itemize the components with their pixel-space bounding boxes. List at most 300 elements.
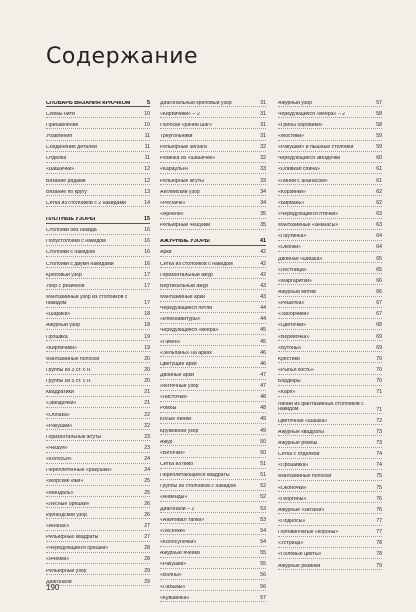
toc-entry[interactable] — [278, 297, 382, 308]
toc-entry-page: 58 — [376, 110, 382, 117]
page-title: Содержание — [46, 44, 199, 69]
toc-entry[interactable] — [160, 118, 266, 129]
toc-entry[interactable] — [46, 363, 150, 374]
toc-entry[interactable] — [160, 357, 266, 368]
toc-entry[interactable] — [278, 207, 382, 218]
toc-entry[interactable] — [278, 436, 382, 447]
toc-entry[interactable] — [46, 352, 150, 363]
toc-entry[interactable] — [46, 386, 150, 397]
toc-entry-title: Прибавление — [46, 122, 79, 128]
toc-entry-title: «Рыбья кость» — [278, 367, 314, 373]
toc-entry[interactable] — [278, 219, 382, 230]
toc-entry-title: Рельефные чешуйки — [160, 223, 211, 229]
toc-entry-page: 45 — [260, 338, 266, 345]
toc-entry-title: Косые линии — [160, 417, 192, 423]
toc-entry-page: 32 — [260, 155, 266, 162]
toc-entry[interactable] — [278, 397, 382, 414]
toc-entry-page: 22 — [144, 422, 150, 429]
toc-entry-page: 16 — [144, 260, 150, 267]
toc-entry[interactable] — [46, 553, 150, 564]
toc-entry[interactable] — [160, 268, 266, 279]
toc-section-heading[interactable] — [160, 235, 266, 246]
toc-entry-title: «Маргаритки» — [278, 278, 312, 284]
toc-entry[interactable] — [278, 185, 382, 196]
toc-entry-title: «Грибы боровики» — [278, 122, 323, 128]
toc-entry[interactable] — [46, 152, 150, 163]
toc-entry-title: «Миндаль» — [46, 490, 74, 496]
toc-entry[interactable] — [160, 480, 266, 491]
toc-entry[interactable] — [46, 279, 150, 290]
toc-entry[interactable] — [46, 341, 150, 352]
toc-entry-page: 21 — [144, 400, 150, 407]
toc-entry-page: 31 — [260, 110, 266, 117]
toc-entry-page: 70 — [376, 355, 382, 362]
toc-entry-page: 23 — [144, 433, 150, 440]
toc-entry[interactable] — [278, 448, 382, 459]
toc-entry[interactable] — [160, 324, 266, 335]
toc-entry[interactable] — [160, 391, 266, 402]
toc-entry-title: «Звездочки» — [46, 401, 77, 407]
toc-entry[interactable] — [160, 524, 266, 535]
toc-entry-title: Ажурный узор — [46, 323, 81, 329]
toc-entry[interactable] — [46, 290, 150, 307]
toc-entry-title: Чередующиеся звездочки — [278, 156, 341, 162]
toc-entry-title: «Лесенки» — [160, 528, 186, 534]
toc-entry-page: 11 — [144, 155, 150, 162]
toc-entry-title: Двойные арки — [160, 372, 194, 378]
toc-entry[interactable] — [278, 352, 382, 363]
toc-entry-title: «Ажитивал тапки» — [160, 517, 205, 523]
toc-entry[interactable] — [278, 241, 382, 252]
toc-entry[interactable] — [160, 458, 266, 469]
toc-entry[interactable] — [278, 196, 382, 207]
toc-entry[interactable] — [160, 591, 266, 602]
toc-entry[interactable] — [46, 453, 150, 464]
toc-entry-title: Горизонтальные жгуты — [46, 434, 102, 440]
toc-entry-title: «Лестница» — [278, 267, 307, 273]
toc-entry-page: 76 — [376, 506, 382, 513]
toc-entry-page: 55 — [260, 550, 266, 557]
toc-entry-page: 74 — [376, 451, 382, 458]
toc-entry[interactable] — [160, 402, 266, 413]
toc-entry[interactable] — [278, 341, 382, 352]
toc-entry-title: «Облака» — [46, 412, 70, 418]
toc-entry[interactable] — [46, 185, 150, 196]
toc-entry-page: 53 — [260, 505, 266, 512]
toc-entry[interactable] — [278, 274, 382, 285]
toc-entry-title: Ажур — [160, 439, 173, 445]
toc-entry[interactable] — [278, 152, 382, 163]
toc-entry-title: СЛОВАРЬ ВЯЗАНИЯ КРЮЧКОМ — [46, 100, 131, 106]
toc-entry-page: 34 — [260, 199, 266, 206]
toc-entry[interactable] — [278, 363, 382, 374]
toc-entry[interactable] — [160, 502, 266, 513]
toc-entry[interactable] — [160, 435, 266, 446]
toc-entry[interactable] — [160, 424, 266, 435]
toc-entry-page: 70 — [376, 366, 382, 373]
page-number: 190 — [46, 583, 60, 592]
toc-entry-title: Бордюры — [278, 379, 301, 385]
toc-entry[interactable] — [46, 107, 150, 118]
toc-entry-title: Половинчатые «короны» — [278, 530, 339, 536]
toc-entry[interactable] — [160, 107, 266, 118]
toc-entry-page: 73 — [376, 428, 382, 435]
toc-entry-page: 21 — [144, 389, 150, 396]
toc-entry-title: Чередующиеся петли — [160, 306, 213, 312]
toc-entry-title: «Анвенды» — [160, 495, 188, 501]
toc-entry-page: 12 — [144, 177, 150, 184]
toc-entry[interactable] — [160, 380, 266, 391]
toc-entry[interactable] — [46, 246, 150, 257]
toc-entry[interactable] — [278, 548, 382, 559]
toc-entry[interactable] — [278, 492, 382, 503]
toc-entry-page: 71 — [376, 389, 382, 396]
toc-entry-page: 57 — [376, 99, 382, 106]
toc-entry[interactable] — [160, 302, 266, 313]
toc-entry[interactable] — [278, 425, 382, 436]
toc-entry-title: Сетка из столбиков с 2 накидами — [46, 200, 126, 206]
toc-entry[interactable] — [278, 375, 382, 386]
toc-entry-page: 46 — [260, 360, 266, 367]
toc-entry[interactable] — [46, 475, 150, 486]
toc-entry-page: 28 — [144, 556, 150, 563]
toc-entry[interactable] — [160, 219, 266, 230]
toc-entry-page: 23 — [144, 445, 150, 452]
toc-entry-title: «Подносы» — [278, 519, 306, 524]
toc-entry[interactable] — [46, 118, 150, 129]
toc-entry[interactable] — [278, 330, 382, 341]
toc-entry[interactable] — [160, 368, 266, 379]
toc-entry-title: Соединение деталей — [46, 145, 97, 151]
toc-entry[interactable] — [278, 308, 382, 319]
toc-entry-page: 16 — [144, 227, 150, 234]
toc-entry[interactable] — [46, 224, 150, 235]
toc-entry[interactable] — [278, 319, 382, 330]
toc-entry-title: «Колосья» — [46, 457, 72, 463]
toc-entry[interactable] — [278, 118, 382, 129]
toc-entry[interactable] — [278, 386, 382, 397]
toc-entry[interactable] — [160, 491, 266, 502]
toc-entry[interactable] — [46, 531, 150, 542]
toc-entry-page: 20 — [144, 367, 150, 374]
toc-entry-page: 56 — [260, 583, 266, 590]
toc-entry-title: Крестики — [278, 356, 300, 362]
toc-entry[interactable] — [160, 313, 266, 324]
toc-entry-page: 42 — [260, 249, 266, 256]
toc-entry-title: «Караульн» — [160, 167, 189, 173]
toc-entry-title: Вертикальный ажур — [160, 283, 209, 289]
toc-entry[interactable] — [160, 152, 266, 163]
toc-entry-page: 47 — [260, 383, 266, 390]
toc-entry-title: «Полевые цветы» — [278, 552, 322, 558]
toc-entry-page: 14 — [144, 199, 150, 206]
toc-entry[interactable] — [160, 535, 266, 546]
toc-entry[interactable] — [46, 129, 150, 140]
toc-entry-page: 69 — [376, 344, 382, 351]
toc-entry-title: «Оконки» — [278, 245, 302, 251]
toc-entry[interactable] — [46, 196, 150, 207]
toc-entry-page: 63 — [376, 222, 382, 229]
toc-entry-title: Переплетенные «ракушки» — [46, 468, 112, 474]
toc-entry[interactable] — [160, 196, 266, 207]
toc-section-heading[interactable] — [46, 212, 150, 223]
toc-entry-page: 79 — [376, 562, 382, 569]
toc-entry-title: «Арнели» — [160, 211, 184, 217]
toc-entry[interactable] — [46, 486, 150, 497]
toc-entry[interactable] — [160, 446, 266, 457]
toc-entry-page: 17 — [144, 271, 150, 278]
toc-entry-title: Рельефные зигзаги — [160, 145, 207, 151]
toc-entry-page: 27 — [144, 534, 150, 541]
toc-entry[interactable] — [160, 547, 266, 558]
toc-entry-title: «Устрица» — [278, 541, 304, 547]
toc-entry-page: 64 — [376, 244, 382, 251]
toc-entry-page: 31 — [260, 132, 266, 139]
toc-entry[interactable] — [46, 330, 150, 341]
toc-entry-page: 65 — [376, 255, 382, 262]
toc-entry-title: Отделка — [46, 156, 67, 162]
toc-entry[interactable] — [160, 513, 266, 524]
toc-entry-page: 51 — [260, 461, 266, 468]
toc-entry[interactable] — [278, 285, 382, 296]
toc-entry-page: 78 — [376, 540, 382, 547]
toc-entry-page: 54 — [260, 527, 266, 534]
toc-entry[interactable] — [46, 564, 150, 575]
toc-entry-page: 52 — [260, 494, 266, 501]
toc-entry-title: Сетка с отделкой — [278, 452, 320, 458]
toc-entry-title: Узор с резинкой — [46, 283, 85, 289]
toc-entry-page: 48 — [260, 394, 266, 401]
toc-entry-page: 26 — [144, 500, 150, 507]
toc-entry-page: 59 — [376, 144, 382, 151]
toc-entry-page: 26 — [144, 511, 150, 518]
toc-entry-page: 33 — [260, 166, 266, 173]
toc-entry-page: 15 — [144, 215, 150, 222]
toc-entry-page: 11 — [144, 132, 150, 139]
toc-entry-title: «Пальмы» — [160, 584, 186, 590]
toc-entry[interactable] — [160, 207, 266, 218]
toc-entry-page: 63 — [376, 210, 382, 217]
toc-entry-page: 68 — [376, 322, 382, 329]
toc-entry-title: «Ракушки» и пышные столбики — [278, 145, 354, 151]
toc-entry-page: 75 — [376, 473, 382, 480]
toc-entry-title: Схемы нити — [46, 111, 75, 117]
toc-entry-page: 54 — [260, 539, 266, 546]
toc-entry-page: 35 — [260, 210, 266, 217]
toc-entry[interactable] — [46, 141, 150, 152]
toc-entry-title: Ажурные «зигзаги» — [278, 507, 325, 513]
toc-entry[interactable] — [46, 268, 150, 279]
toc-entry[interactable] — [278, 174, 382, 185]
toc-entry[interactable] — [46, 397, 150, 408]
toc-entry[interactable] — [278, 230, 382, 241]
toc-entry-page: 35 — [260, 222, 266, 229]
toc-entry-title: «Колосуночки» — [160, 540, 197, 546]
toc-entry[interactable] — [160, 558, 266, 569]
toc-entry[interactable] — [46, 497, 150, 508]
toc-entry-page: 59 — [376, 132, 382, 139]
toc-entry[interactable] — [278, 470, 382, 481]
toc-entry[interactable] — [46, 508, 150, 519]
toc-entry-page: 22 — [144, 411, 150, 418]
toc-entry-page: 44 — [260, 305, 266, 312]
toc-entry-page: 49 — [260, 427, 266, 434]
toc-entry-title: «Волны» — [160, 573, 182, 579]
toc-entry[interactable] — [278, 96, 382, 107]
toc-entry-page: 17 — [144, 282, 150, 289]
toc-entry-page: 24 — [144, 467, 150, 474]
toc-entry[interactable] — [160, 174, 266, 185]
toc-entry[interactable] — [46, 375, 150, 386]
toc-entry[interactable] — [160, 246, 266, 257]
toc-entry[interactable] — [46, 575, 150, 586]
toc-entry-title: Рельефный узор — [46, 568, 87, 574]
toc-entry[interactable] — [46, 257, 150, 268]
toc-entry[interactable] — [160, 569, 266, 580]
toc-entry[interactable] — [278, 537, 382, 548]
toc-entry-page: 73 — [376, 440, 382, 447]
toc-entry[interactable] — [160, 279, 266, 290]
toc-entry-page: 24 — [144, 456, 150, 463]
toc-entry[interactable] — [278, 414, 382, 425]
toc-entry-title: Переплетающиеся квадраты — [160, 473, 230, 479]
toc-entry-page: 47 — [260, 371, 266, 378]
toc-entry-page: 42 — [260, 260, 266, 267]
toc-entry-title: «Ананас» — [46, 524, 70, 529]
toc-entry-page: 49 — [260, 416, 266, 423]
toc-entry-page: 61 — [376, 166, 382, 173]
toc-entry[interactable] — [46, 519, 150, 530]
toc-entry[interactable] — [46, 163, 150, 174]
toc-entry-page: 48 — [260, 405, 266, 412]
toc-entry-page: 72 — [376, 417, 382, 424]
toc-entry-title: Горизонтальный ажур — [160, 272, 213, 278]
toc-entry-page: 29 — [144, 567, 150, 574]
toc-entry-title: Ромбы — [160, 406, 177, 412]
toc-entry-page: 67 — [376, 300, 382, 307]
toc-entry[interactable] — [46, 441, 150, 452]
toc-entry-page: 11 — [144, 144, 150, 151]
toc-entry-page: 56 — [260, 572, 266, 579]
toc-entry-title: «Корзинки» — [278, 189, 306, 195]
toc-entry-page: 41 — [260, 238, 266, 245]
toc-entry[interactable] — [160, 413, 266, 424]
toc-entry[interactable] — [278, 141, 382, 152]
toc-entry[interactable] — [46, 235, 150, 246]
toc-entry[interactable] — [46, 542, 150, 553]
toc-entry-page: 70 — [376, 378, 382, 385]
toc-entry-page: 62 — [376, 188, 382, 195]
toc-column-1 — [46, 96, 150, 586]
toc-entry[interactable] — [46, 174, 150, 185]
toc-entry-page: 61 — [376, 177, 382, 184]
toc-entry-page: 12 — [144, 166, 150, 173]
toc-entry-page: 66 — [376, 277, 382, 284]
toc-entry[interactable] — [46, 464, 150, 475]
toc-entry[interactable] — [160, 580, 266, 591]
toc-entry[interactable] — [46, 419, 150, 430]
toc-entry-title: «Веточки» — [160, 450, 185, 456]
toc-entry[interactable] — [278, 514, 382, 525]
toc-entry-page: 10 — [144, 121, 150, 128]
toc-entry-title: Рельефные жгуты — [160, 178, 204, 184]
toc-entry-title: «Паутинка» — [278, 234, 307, 240]
toc-entry-page: 46 — [260, 349, 266, 356]
toc-entry[interactable] — [46, 319, 150, 330]
toc-entry-page: 71 — [376, 406, 382, 413]
toc-entry-page: 62 — [376, 199, 382, 206]
toc-entry[interactable] — [46, 308, 150, 319]
toc-entry[interactable] — [46, 430, 150, 441]
toc-entry[interactable] — [278, 559, 382, 570]
toc-entry[interactable] — [278, 129, 382, 140]
toc-entry-title: Диагонали – 2 — [160, 506, 195, 512]
toc-entry-title: «Кирпичики» — [46, 345, 78, 351]
toc-entry-page: 45 — [260, 327, 266, 334]
toc-entry[interactable] — [160, 469, 266, 480]
toc-section-heading[interactable] — [46, 96, 150, 107]
toc-entry[interactable] — [278, 503, 382, 514]
toc-entry-title: «Листочки» — [160, 395, 188, 401]
toc-entry-title: Диагональный креповый узор — [160, 100, 232, 106]
toc-entry-title: Цветочная «шашка» — [278, 418, 328, 424]
toc-entry[interactable] — [278, 481, 382, 492]
toc-entry-title: Цветущие арки — [160, 361, 197, 367]
toc-entry[interactable] — [160, 141, 266, 152]
toc-entry-page: 31 — [260, 121, 266, 128]
toc-entry-title: «Морские ежи» — [46, 479, 84, 485]
toc-entry[interactable] — [278, 459, 382, 470]
toc-entry-page: 25 — [144, 478, 150, 485]
toc-entry-title: Треугольники — [160, 133, 193, 139]
toc-entry-title: «Чередующиеся птички» — [278, 211, 339, 217]
toc-entry[interactable] — [46, 408, 150, 419]
toc-entry-page: 27 — [144, 523, 150, 529]
toc-column-2 — [160, 96, 266, 602]
toc-entry-title: «Бутоны» — [278, 345, 302, 351]
toc-entry-page: 16 — [144, 249, 150, 256]
toc-entry-page: 55 — [260, 561, 266, 568]
toc-entry-title: Фантазийный узор из столбиков с накидом — [46, 295, 128, 306]
toc-entry[interactable] — [160, 257, 266, 268]
toc-entry-title: «Зельпаны» на арках — [160, 350, 212, 356]
toc-entry[interactable] — [160, 346, 266, 357]
toc-entry[interactable] — [278, 526, 382, 537]
toc-entry-title: «Линии с ананасом» — [278, 178, 328, 184]
toc-entry[interactable] — [278, 107, 382, 118]
toc-entry[interactable] — [160, 290, 266, 301]
toc-entry[interactable] — [278, 163, 382, 174]
toc-entry-page: 57 — [260, 594, 266, 601]
toc-entry-title: Чередующиеся «веера» — [160, 328, 219, 334]
toc-entry[interactable] — [160, 96, 266, 107]
toc-entry[interactable] — [278, 252, 382, 263]
toc-entry-page: 43 — [260, 293, 266, 300]
toc-entry[interactable] — [278, 263, 382, 274]
toc-entry-title: Двойная «шишка» — [278, 256, 323, 262]
toc-entry[interactable] — [160, 335, 266, 346]
toc-entry[interactable] — [160, 185, 266, 196]
toc-entry-title: «Карп» — [278, 390, 296, 396]
toc-entry[interactable] — [160, 163, 266, 174]
toc-entry-page: 53 — [260, 516, 266, 523]
toc-entry-page: 58 — [376, 121, 382, 128]
toc-entry-title: ПЛОТНЫЕ УЗОРЫ — [46, 216, 96, 222]
toc-entry[interactable] — [160, 129, 266, 140]
toc-entry-title: «Пикен» — [160, 339, 181, 345]
toc-entry-page: 28 — [144, 545, 150, 552]
toc-entry-title: Сетка из столбиков с накидом — [160, 261, 233, 267]
